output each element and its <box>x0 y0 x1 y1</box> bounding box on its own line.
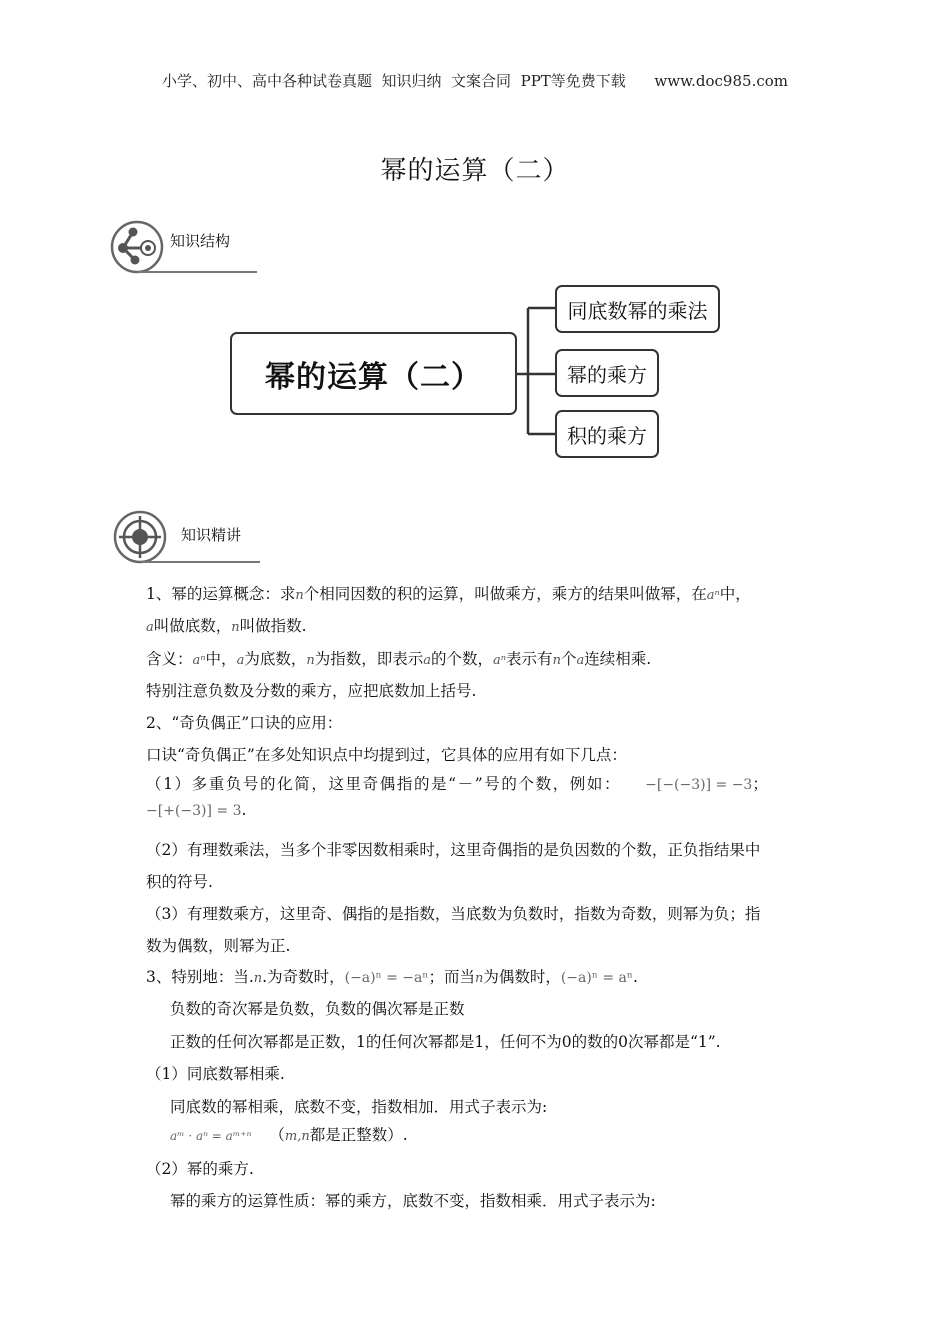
mindmap-root: 幂的运算（二） <box>230 332 517 415</box>
text-line: （1）多重负号的化简，这里奇偶指的是“－”号的个数，例如： −[−(−3)] = −3； <box>146 775 770 793</box>
text-line: 含义：aⁿ中，a为底数，n为指数，即表示a的个数，aⁿ表示有n个a连续相乘. <box>146 650 652 668</box>
text-line: 3、特别地：当.n.为奇数时，(−a)ⁿ = −aⁿ；而当n为偶数时，(−a)ⁿ = aⁿ. <box>146 968 638 986</box>
text-line: aᵐ · aⁿ = aᵐ⁺ⁿ （m,n都是正整数）. <box>170 1126 408 1144</box>
section-label: 知识结构 <box>170 232 231 250</box>
mindmap-branch-same-base-multiplication: 同底数幂的乘法 <box>555 285 720 333</box>
section-knowledge-explanation <box>113 510 263 566</box>
text-line: 口诀“奇负偶正”在多处知识点中均提到过，它具体的应用有如下几点： <box>146 746 627 764</box>
text-line: （2）有理数乘法，当多个非零因数相乘时，这里奇偶指的是负因数的个数，正负指结果中 <box>146 841 761 859</box>
text-line: 负数的奇次幂是负数，负数的偶次幂是正数 <box>170 1000 465 1018</box>
mindmap-branch-power-of-power: 幂的乘方 <box>555 349 659 397</box>
text-line: 幂的乘方的运算性质：幂的乘方，底数不变，指数相乘．用式子表示为: <box>170 1192 656 1210</box>
section-rule <box>138 271 257 273</box>
text-line: 正数的任何次幂都是正数，1的任何次幂都是1，任何不为0的数的0次幂都是“1”. <box>170 1033 721 1051</box>
text-line: 积的符号. <box>146 873 213 891</box>
mindmap <box>228 283 728 463</box>
text-line: 2、“奇负偶正”口诀的应用： <box>146 714 343 732</box>
section-label: 知识精讲 <box>181 526 242 544</box>
page-title: 幂的运算（二） <box>380 156 570 186</box>
section-rule <box>141 561 260 563</box>
text-line: （1）同底数幂相乘. <box>146 1065 285 1083</box>
text-line: （3）有理数乘方，这里奇、偶指的是指数，当底数为负数时，指数为奇数，则幂为负；指 <box>146 905 761 923</box>
mindmap-branch-power-of-product: 积的乘方 <box>555 410 659 458</box>
text-line: −[+(−3)] = 3. <box>146 801 247 819</box>
network-icon <box>110 220 166 276</box>
text-line: 数为偶数，则幂为正. <box>146 937 291 955</box>
page-header: 小学、初中、高中各种试卷真题 知识归纳 文案合同 PPT等免费下载 www.doc985.com <box>161 72 788 90</box>
text-line: 同底数的幂相乘，底数不变，指数相加．用式子表示为: <box>170 1098 548 1116</box>
text-line: a叫做底数，n叫做指数. <box>146 617 307 635</box>
text-line: 1、幂的运算概念：求n个相同因数的积的运算，叫做乘方，乘方的结果叫做幂，在aⁿ中， <box>146 585 751 603</box>
text-line: （2）幂的乘方. <box>146 1160 254 1178</box>
section-knowledge-structure <box>110 220 260 276</box>
target-icon <box>113 510 169 566</box>
text-line: 特别注意负数及分数的乘方，应把底数加上括号. <box>146 682 477 700</box>
